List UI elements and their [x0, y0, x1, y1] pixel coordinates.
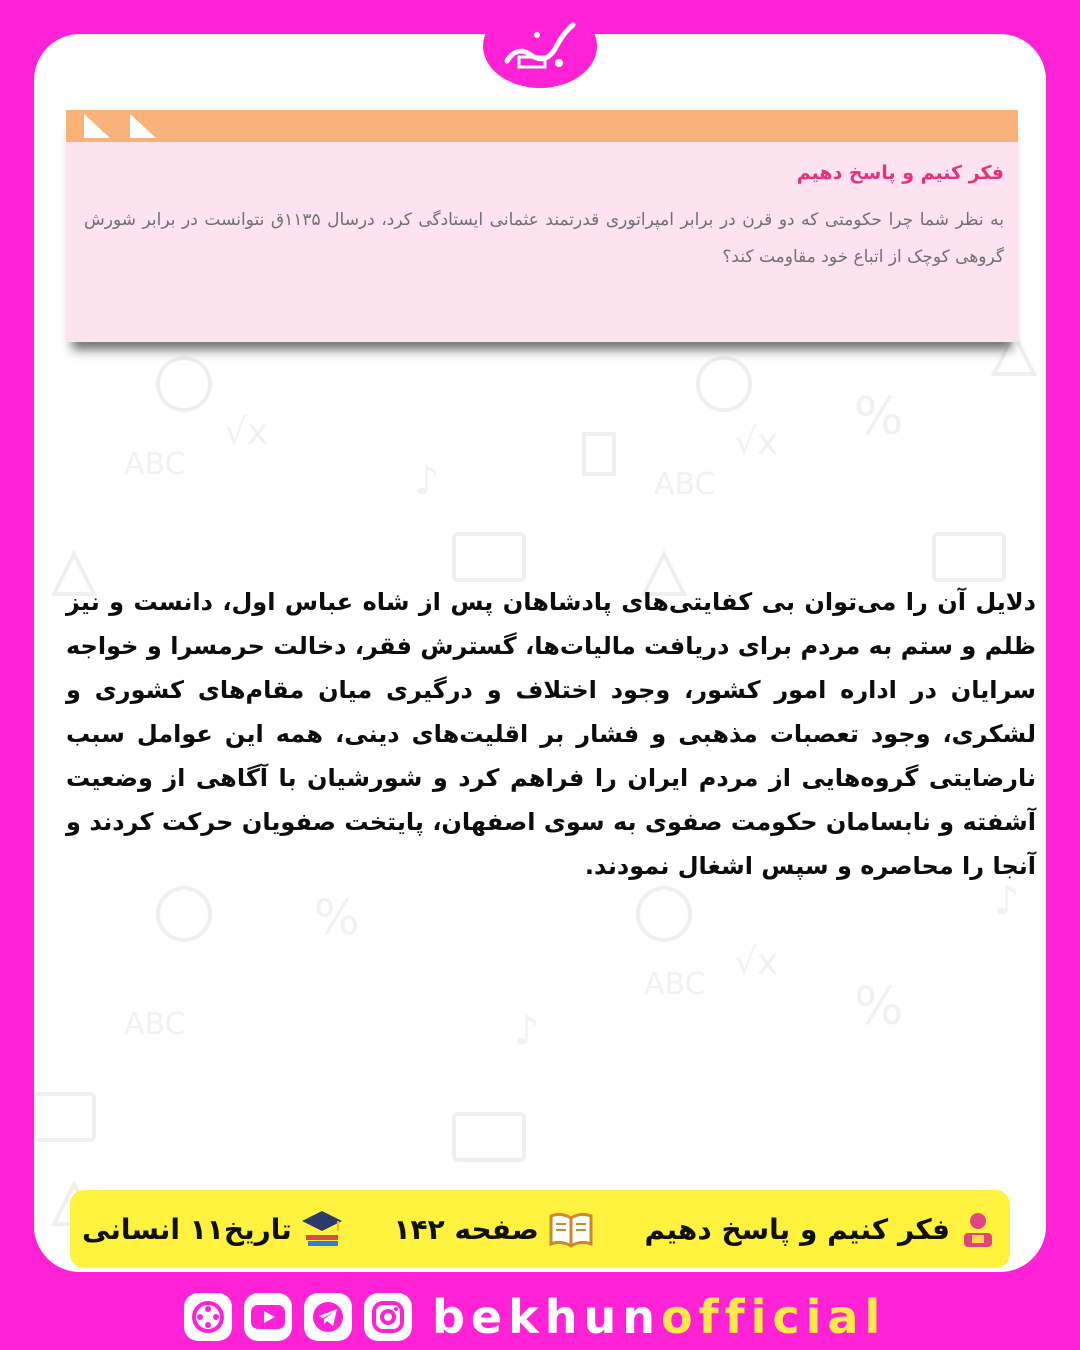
bekhun-logo-icon: [497, 15, 583, 77]
svg-text:ABC: ABC: [124, 447, 186, 482]
youtube-link[interactable]: [244, 1293, 292, 1341]
question-body: به نظر شما چرا حکومتی که دو قرن در برابر امپراتوری قدرتمند عثمانی ایستادگی کرد، درسال ۱۱۳۵ق نتوانست در برابر شورش گروهی کوچک از اتباع خود مقاومت کند؟: [84, 210, 1004, 267]
footer-page: [393, 1210, 594, 1248]
footer-info-bar: [70, 1190, 1010, 1268]
svg-text:√x: √x: [734, 422, 779, 463]
social-links: [184, 1290, 886, 1344]
student-icon: [958, 1209, 998, 1249]
film-reel-link[interactable]: [184, 1293, 232, 1341]
answer-text: دلایل آن را می‌توان بی کفایتی‌های پادشاهان پس از شاه عباس اول، دانست و نیز ظلم و ستم به مردم برای دریافت مالیات‌ها، گسترش فقر، دخالت حرمسرا و خواجه سرایان در اداره امور کشور، وجود اختلاف و درگیری میان مقام‌های کشوری و لشکری، وجود تعصبات مذهبی و فشار بر اقلیت‌های دینی، همه این عوامل سبب نارضایتی گروه‌هایی از مردم ایران را فراهم کرد و شورشیان با آگاهی از وضعیت آشفته و نابسامان حکومت صفوی به سوی اصفهان، پایتخت صفویان حرکت کردند و آنجا را محاصره و سپس اشغال نمودند.: [66, 588, 1036, 880]
graduation-books-icon: [300, 1209, 344, 1249]
instagram-link[interactable]: [364, 1293, 412, 1341]
svg-text:ABC: ABC: [654, 467, 716, 502]
footer-section-label: فکر کنیم و پاسخ دهیم: [644, 1212, 950, 1246]
telegram-icon: [311, 1300, 345, 1334]
question-header-strip: [66, 110, 1018, 142]
header-corner-decoration: [66, 110, 186, 142]
footer-subject: [82, 1209, 344, 1249]
svg-text:♪: ♪: [994, 878, 1020, 924]
svg-text:√x: √x: [224, 412, 269, 453]
svg-text:ABC: ABC: [644, 967, 706, 1002]
svg-text:♪: ♪: [514, 1008, 540, 1054]
open-book-icon: [547, 1210, 595, 1248]
svg-text:√x: √x: [734, 942, 779, 983]
svg-text:♪: ♪: [414, 458, 440, 504]
svg-text:%: %: [854, 387, 904, 447]
question-title: فکر کنیم و پاسخ دهیم: [796, 162, 1004, 184]
svg-text:%: %: [854, 977, 904, 1037]
instagram-icon: [371, 1300, 405, 1334]
footer-subject-label: تاریخ۱۱ انسانی: [82, 1212, 292, 1246]
footer-section: [645, 1209, 998, 1249]
footer-page-label: صفحه ۱۴۲: [393, 1212, 539, 1246]
svg-text:%: %: [314, 890, 360, 946]
social-handle-part2: official: [660, 1290, 887, 1344]
youtube-icon: [250, 1303, 286, 1331]
brand-logo[interactable]: [483, 4, 597, 88]
film-reel-icon: [191, 1300, 225, 1334]
telegram-link[interactable]: [304, 1293, 352, 1341]
svg-text:ABC: ABC: [124, 1007, 186, 1042]
social-handle[interactable]: [432, 1290, 886, 1344]
social-handle-part1: bekhun: [432, 1290, 661, 1344]
textbook-question-box: [66, 110, 1018, 342]
